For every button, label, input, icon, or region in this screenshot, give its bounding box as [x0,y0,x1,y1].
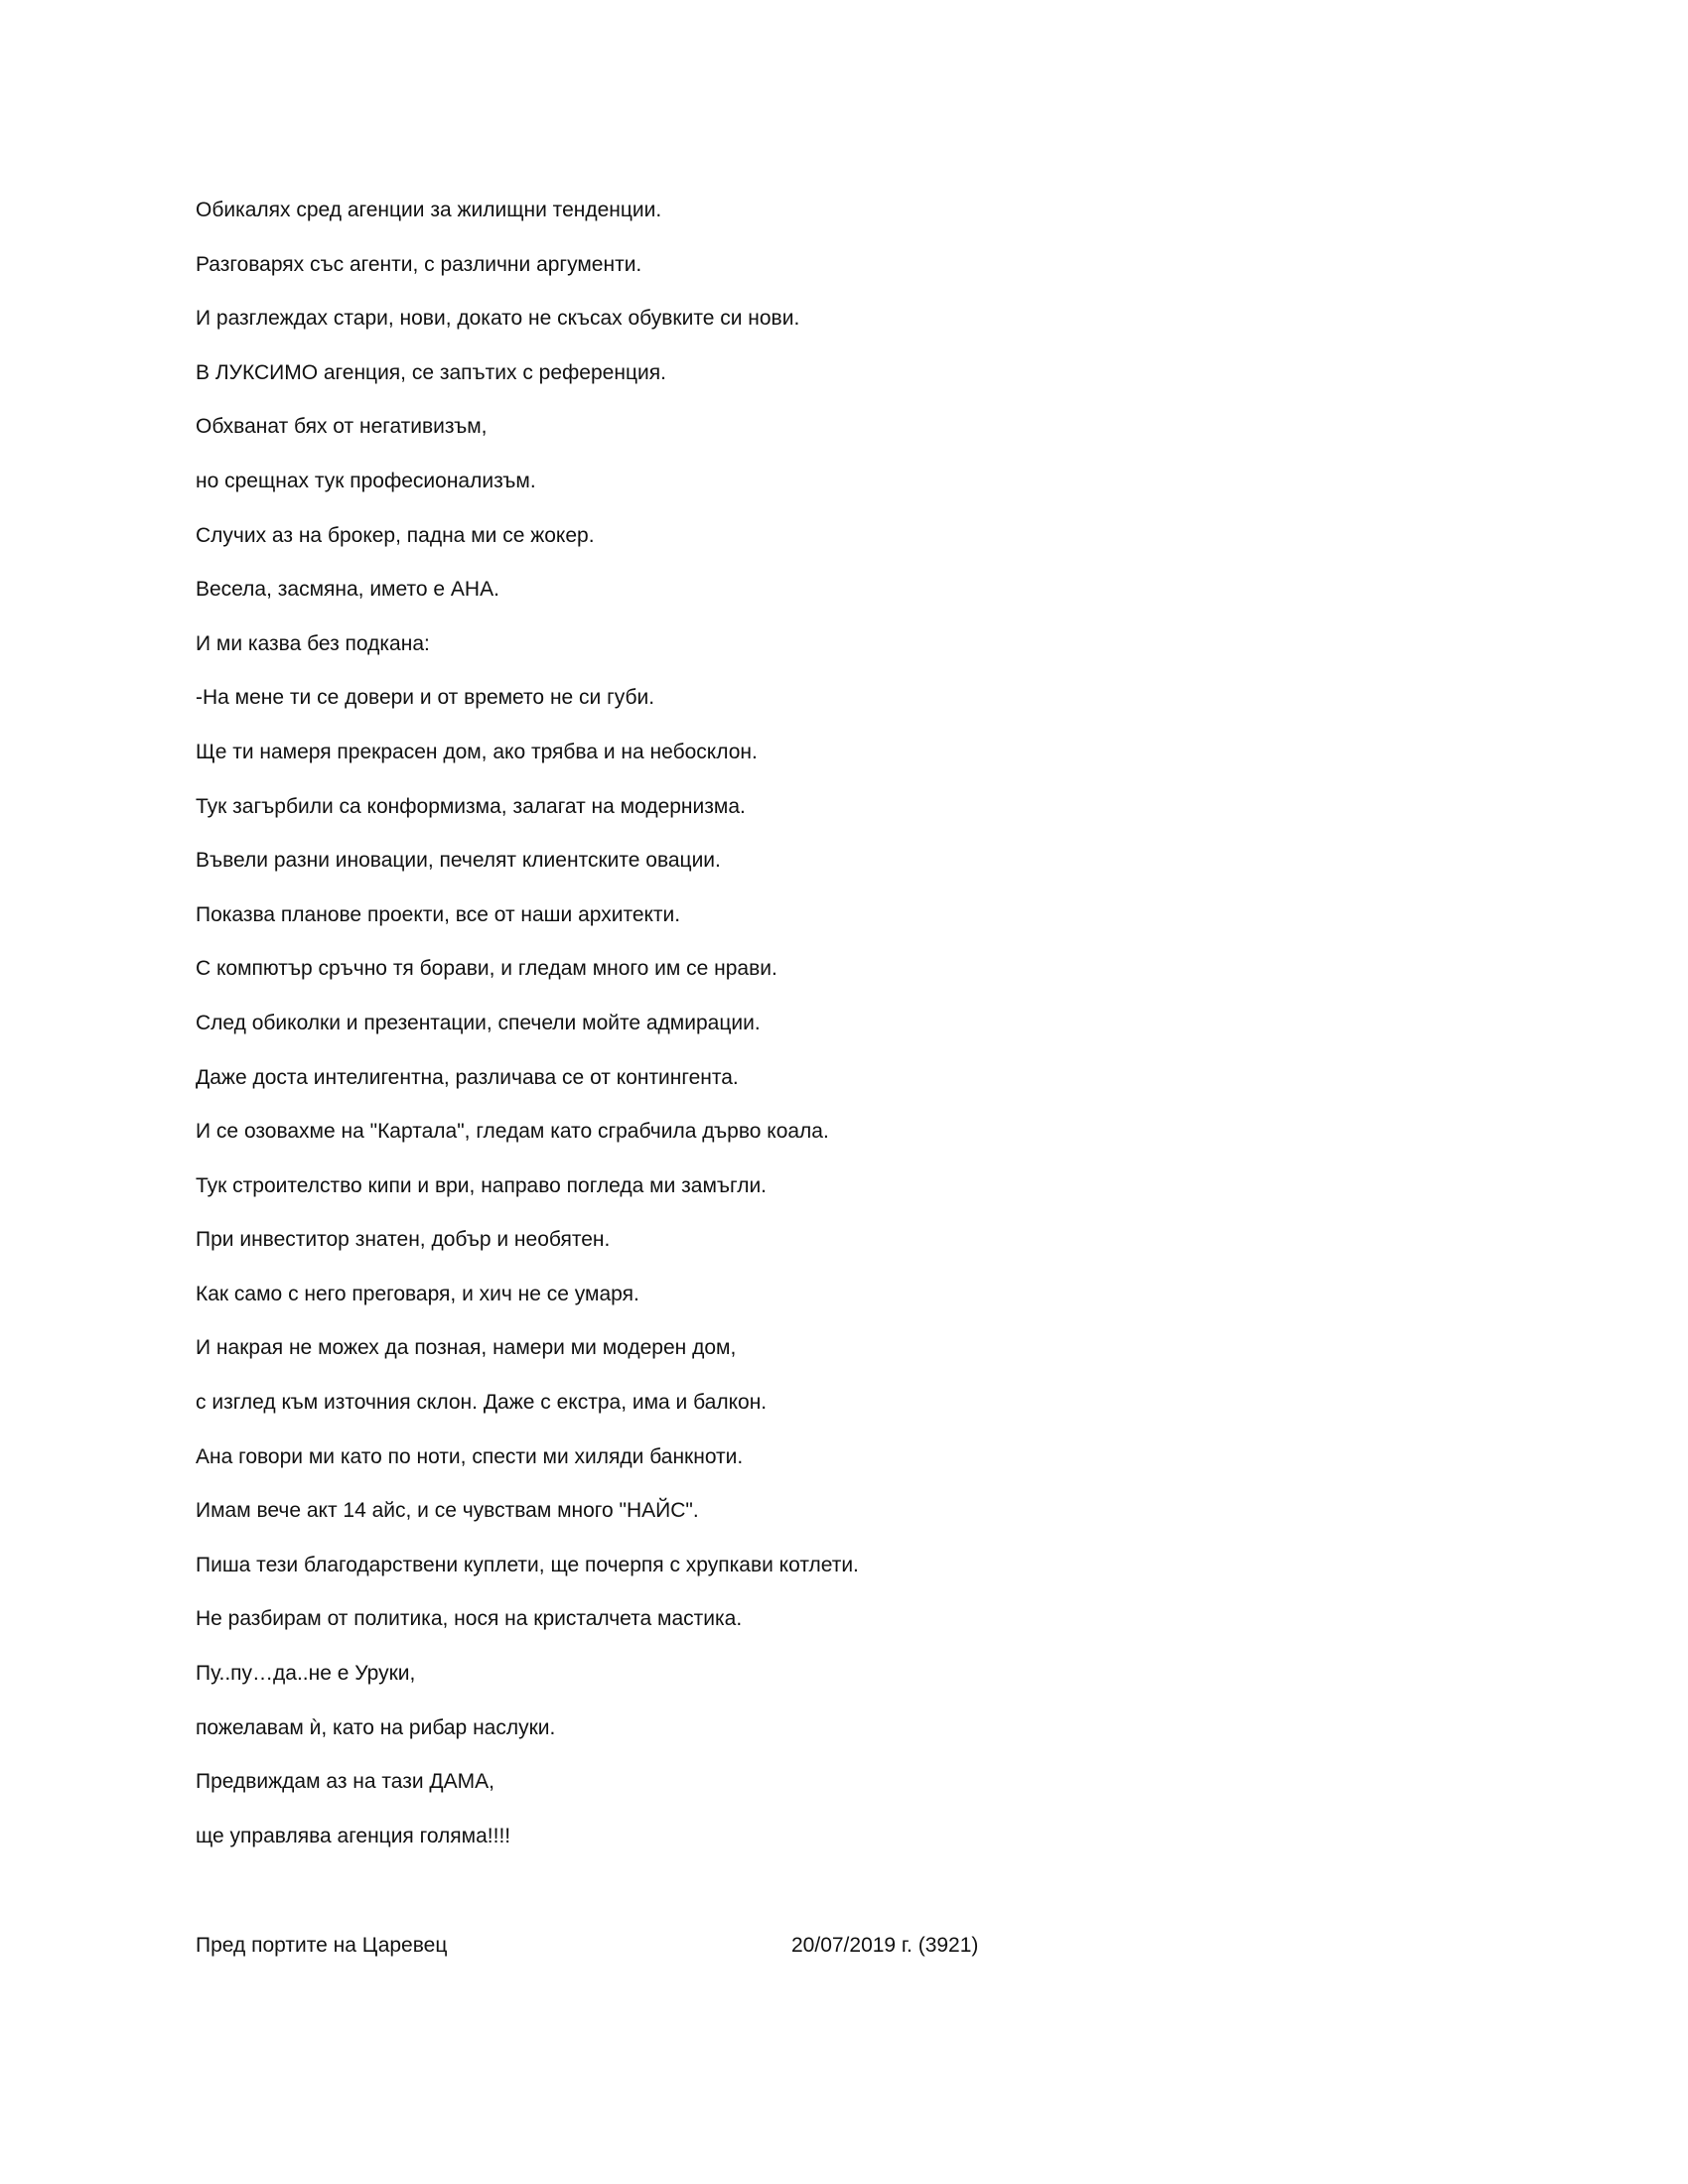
poem-line: В ЛУКСИМО агенция, се запътих с референция. [196,360,666,384]
poem-line: С компютър сръчно тя борави, и гледам много им се нрави. [196,957,777,981]
poem-line: Случих аз на брокер, падна ми се жокер. [196,523,595,547]
poem-line: Тук строителство кипи и ври, направо погледа ми замъгли. [196,1173,768,1197]
poem-line: След обиколки и презентации, спечели мойте адмирации. [196,1011,761,1034]
poem-line: Как само с него преговаря, и хич не се умаря. [196,1282,639,1305]
poem-body [196,196,1486,1875]
poem-line: И се озовахме на "Картала", гледам като сграбчила дърво коала. [196,1120,829,1144]
poem-line: Разговарях със агенти, с различни аргументи. [196,252,642,276]
poem-line: Имам вече акт 14 айс, и се чувствам много "НАЙС". [196,1499,699,1523]
poem-line: пожелавам ѝ, като на рибар наслуки. [196,1715,556,1739]
poem-line: -На мене ти се довери и от времето не си губи. [196,686,655,710]
poem-line: Не разбирам от политика, нося на кристалчета мастика. [196,1607,743,1631]
poem-line: И разглеждах стари, нови, докато не скъсах обувките си нови. [196,307,800,331]
poem-line: с изглед към източния склон. Даже с екстра, има и балкон. [196,1391,768,1415]
poem-line: Тук загърбили са конформизма, залагат на модернизма. [196,794,746,818]
footer-place: Пред портите на Царевец [196,1934,448,1957]
footer-date: 20/07/2019 г. (3921) [791,1934,979,1957]
poem-line: ще управлява агенция голяма!!!! [196,1824,511,1847]
poem-line: но срещнах тук професионализъм. [196,469,536,492]
poem-line: И ми казва без подкана: [196,631,430,655]
poem-line: Ще ти намеря прекрасен дом, ако трябва и на небосклон. [196,740,758,763]
poem-line: Въвели разни иновации, печелят клиентските овации. [196,849,721,873]
poem-line: Пиша тези благодарствени куплети, ще почерпя с хрупкави котлети. [196,1553,859,1576]
poem-line: Показва планове проекти, все от наши архитекти. [196,902,681,926]
poem-line: При инвеститор знатен, добър и необятен. [196,1228,611,1252]
poem-line: Ана говори ми като по ноти, спести ми хиляди банкноти. [196,1444,744,1468]
signature-footer [0,1931,1688,1961]
poem-line: Обикалях сред агенции за жилищни тенденции. [196,199,662,221]
poem-line: Пу..пу…да..не е Уруки, [196,1662,416,1686]
poem-line: И накрая не можех да позная, намери ми модерен дом, [196,1336,737,1360]
poem-line: Весела, засмяна, името е АНА. [196,578,499,602]
poem-line: Обхванат бях от негативизъм, [196,415,488,439]
poem-line: Предвиждам аз на тази ДАМА, [196,1770,494,1794]
poem-line: Даже доста интелигентна, различава се от контингента. [196,1065,739,1089]
